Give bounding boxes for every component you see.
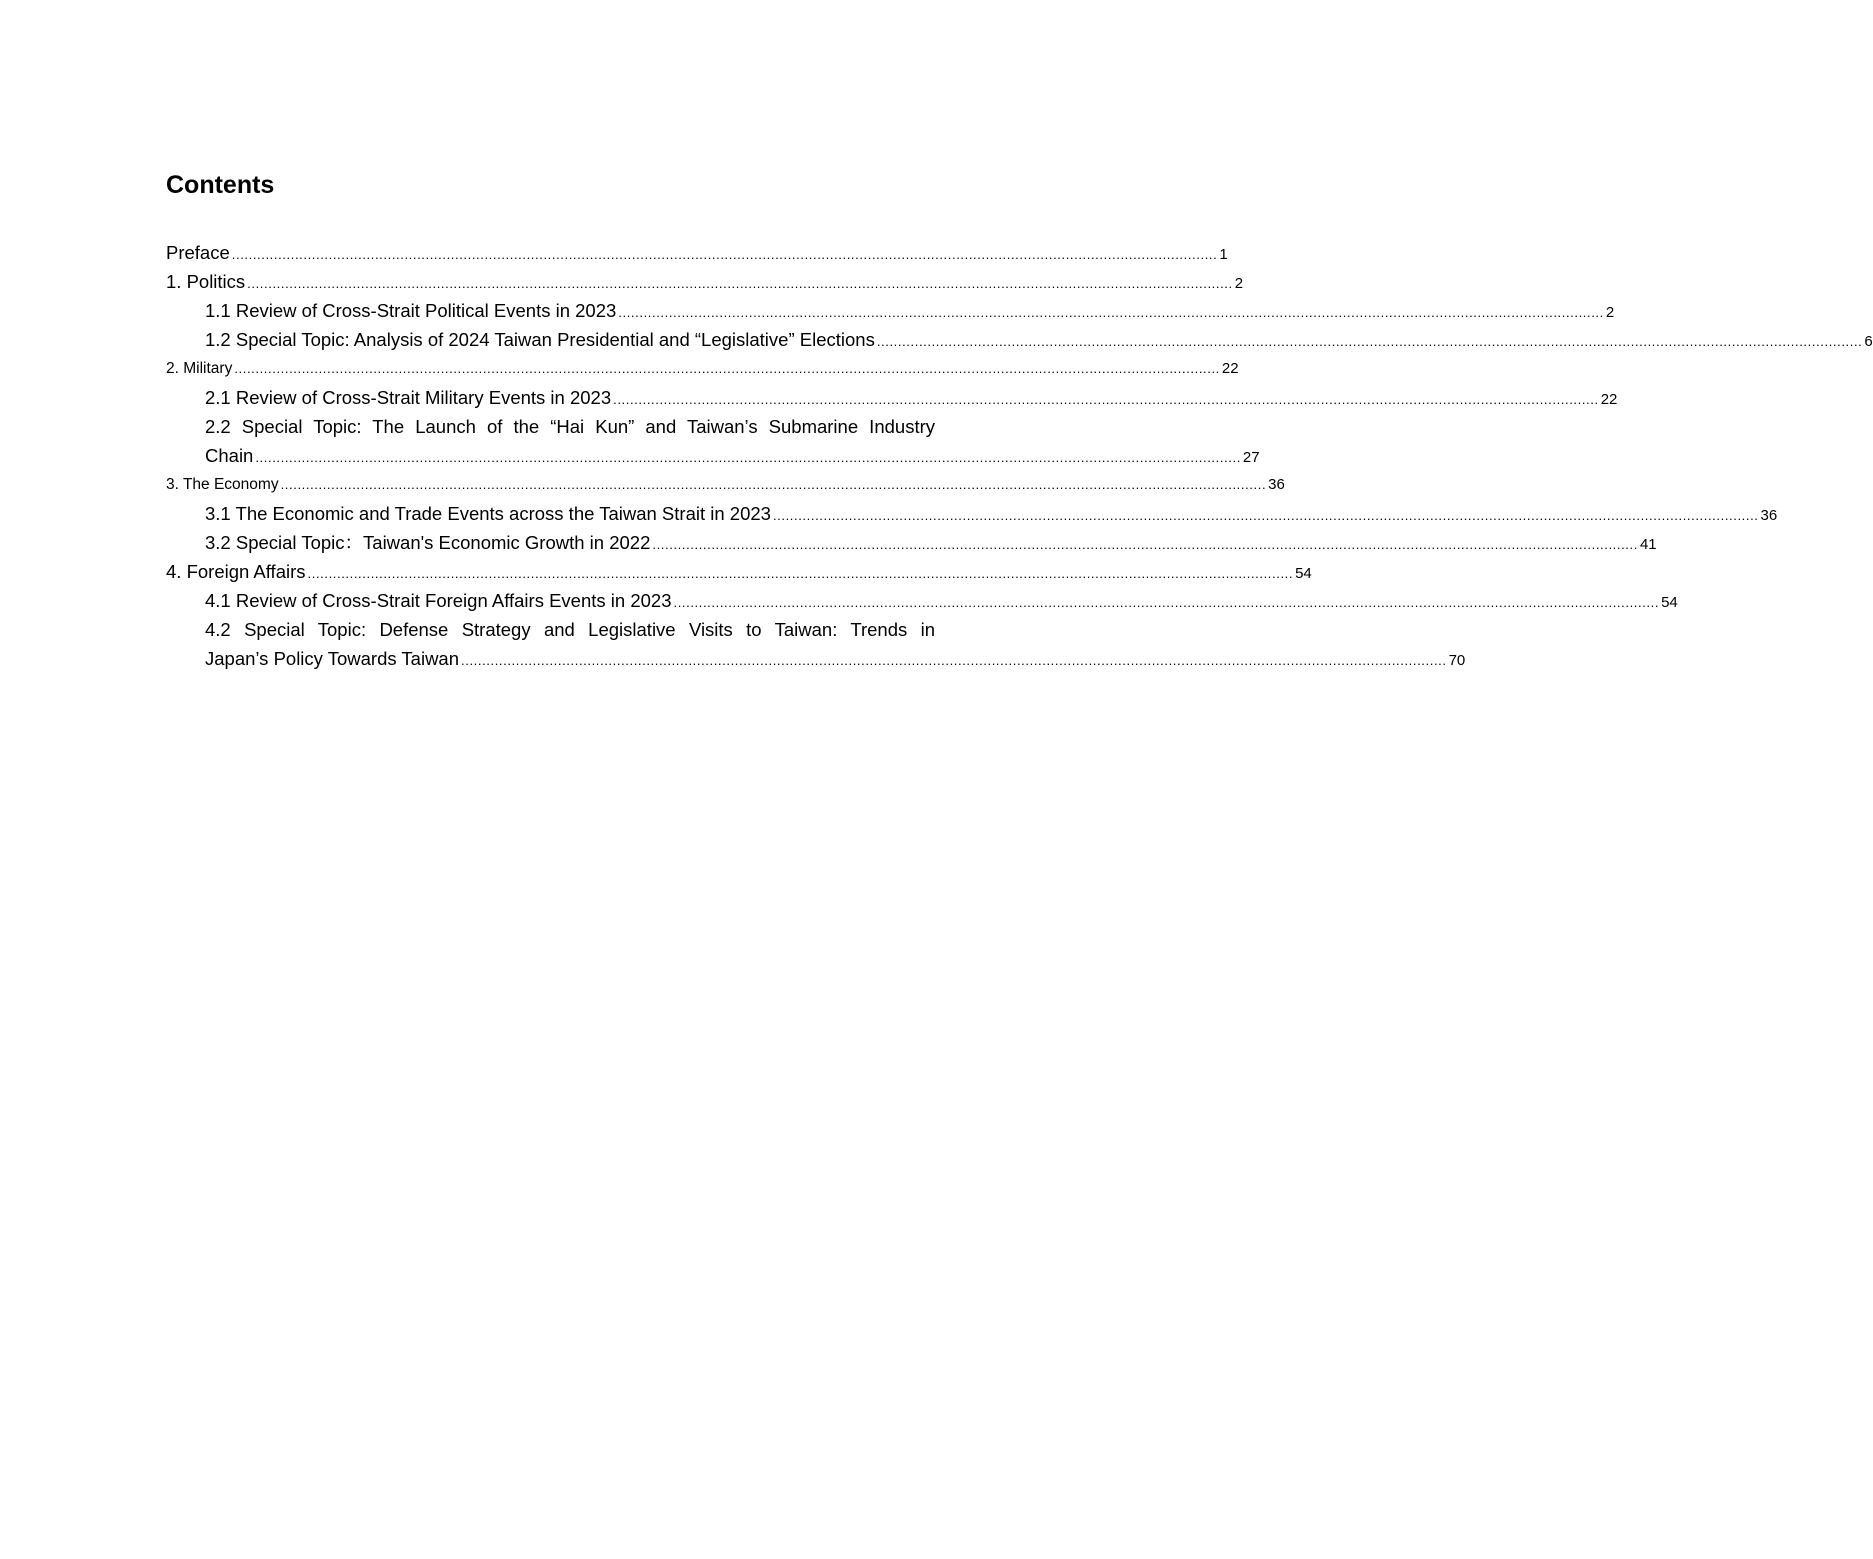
toc-entry-title: 4.1 Review of Cross-Strait Foreign Affairs Events in 2023 [205,590,672,611]
toc-page-number: 54 [1295,565,1312,582]
toc-dot-leader: .......................................................................................................................................................................................................................................... [234,361,1220,376]
toc-page-number: 1 [1219,246,1228,263]
table-of-contents [166,238,1873,673]
toc-page-number: 22 [1600,391,1618,408]
toc-entry-foreign-affairs[interactable] [166,557,1312,586]
toc-entry-economy[interactable] [166,470,1285,499]
toc-entry-title: 3.1 The Economic and Trade Events across the Taiwan Strait in 2023 [205,503,771,524]
toc-dot-leader: .......................................................................................................................................................................................................................................... [307,566,1294,581]
toc-page-number: 6 [1864,333,1873,350]
toc-entry-2-1[interactable] [166,383,1618,412]
toc-dot-leader: .......................................................................................................................................................................................................................................... [255,450,1241,465]
toc-dot-leader: .......................................................................................................................................................................................................................................... [673,595,1660,610]
toc-entry-1-2[interactable] [166,325,1873,354]
toc-entry-title-line-1: 2.2 Special Topic: The Launch of the “Hai Kun” and Taiwan’s Submarine Industry [205,416,935,437]
toc-dot-leader: .......................................................................................................................................................................................................................................... [618,305,1604,320]
toc-page-number: 22 [1221,360,1239,377]
toc-entry-title-line-2: Chain [205,445,254,466]
toc-entry-4-2[interactable] [166,615,1466,673]
toc-entry-title-line-2: Japan’s Policy Towards Taiwan [205,648,460,669]
toc-entry-politics[interactable] [166,267,1244,296]
toc-entry-title: 1. Politics [166,271,246,292]
toc-page-number: 36 [1268,476,1285,493]
toc-entry-title: 1.2 Special Topic: Analysis of 2024 Taiwan Presidential and “Legislative” Elections [205,329,875,350]
toc-entry-military[interactable] [166,354,1239,383]
toc-page-number: 41 [1639,536,1657,553]
toc-page-number: 54 [1661,594,1678,611]
toc-entry-title: 3. The Economy [166,476,279,493]
toc-entry-title: 2. Military [166,360,233,377]
toc-page-number: 2 [1605,304,1615,321]
toc-dot-leader: .......................................................................................................................................................................................................................................... [231,247,1218,262]
toc-dot-leader: .......................................................................................................................................................................................................................................... [461,653,1447,668]
toc-entry-2-2[interactable] [166,412,1260,470]
toc-dot-leader: .......................................................................................................................................................................................................................................... [280,477,1267,492]
toc-entry-title: 2.1 Review of Cross-Strait Military Events in 2023 [205,387,612,408]
toc-entry-title-line-1: 4.2 Special Topic: Defense Strategy and Legislative Visits to Taiwan: Trends in [205,619,935,640]
toc-entry-title: 4. Foreign Affairs [166,561,306,582]
toc-entry-title: 1.1 Review of Cross-Strait Political Events in 2023 [205,300,617,321]
toc-entry-preface[interactable] [166,238,1228,267]
toc-dot-leader: .......................................................................................................................................................................................................................................... [652,537,1638,552]
toc-entry-title: 3.2 Special Topic：Taiwan's Economic Growth in 2022 [205,532,651,553]
toc-page-number: 70 [1448,652,1466,669]
toc-entry-3-2[interactable] [166,528,1657,557]
toc-page-number: 36 [1760,507,1778,524]
toc-dot-leader: .......................................................................................................................................................................................................................................... [613,392,1599,407]
toc-entry-1-1[interactable] [166,296,1615,325]
toc-entry-title: Preface [166,242,230,263]
toc-entry-4-1[interactable] [166,586,1678,615]
page-title: Contents [166,171,275,199]
toc-entry-3-1[interactable] [166,499,1778,528]
toc-page-number: 27 [1242,449,1260,466]
toc-page-number: 2 [1234,275,1244,292]
toc-dot-leader: .......................................................................................................................................................................................................................................... [772,508,1759,523]
toc-dot-leader: .......................................................................................................................................................................................................................................... [876,334,1863,349]
toc-dot-leader: .......................................................................................................................................................................................................................................... [247,276,1233,291]
